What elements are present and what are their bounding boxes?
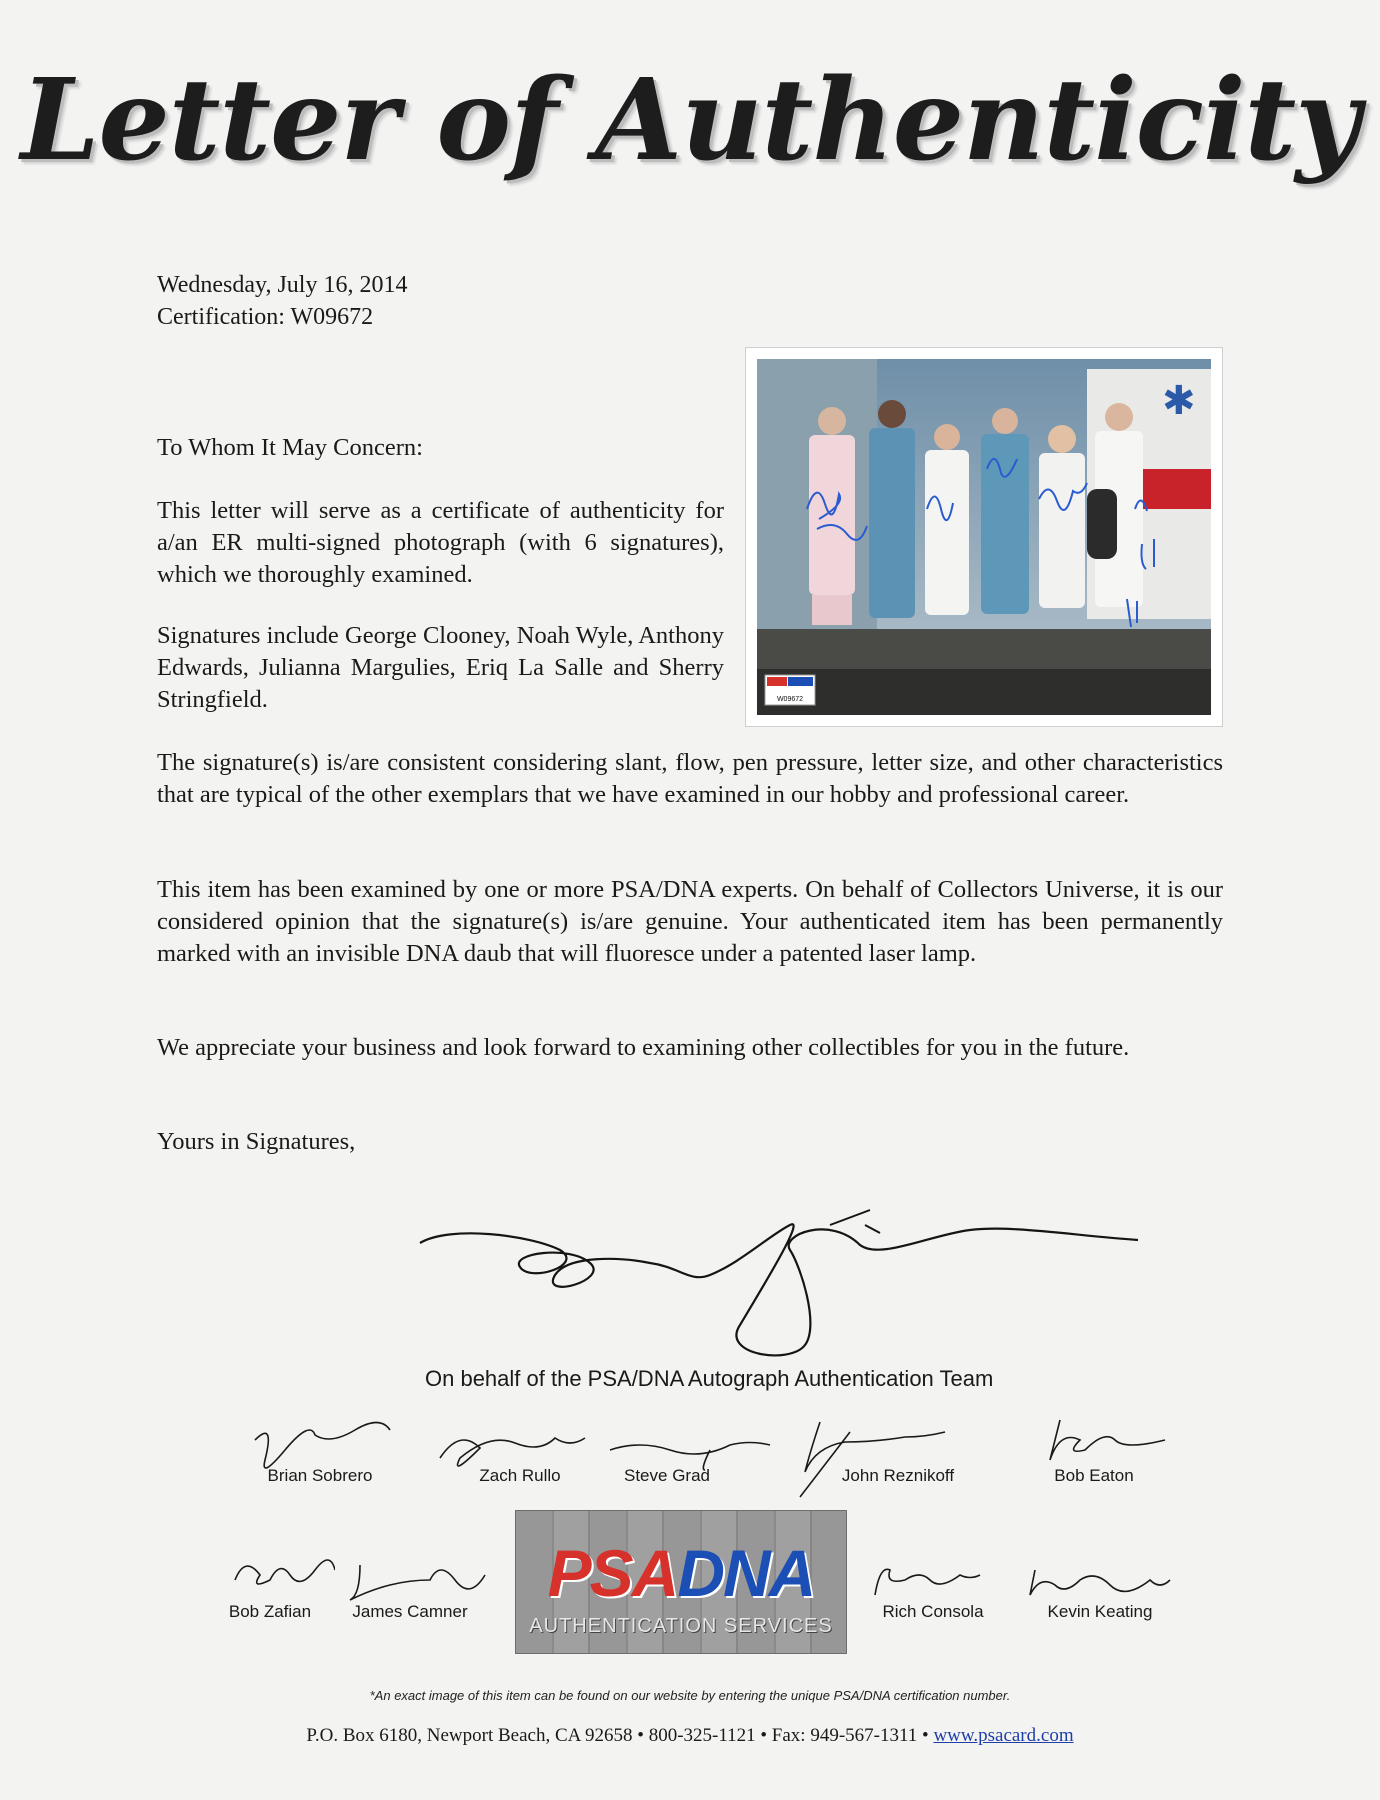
- logo-subtitle: AUTHENTICATION SERVICES: [529, 1615, 833, 1637]
- signature-john-reznikoff: [790, 1412, 980, 1502]
- paragraph-appreciation: We appreciate your business and look forward to examining other collectibles for you in the future.: [157, 1034, 1130, 1061]
- closing: Yours in Signatures,: [157, 1128, 356, 1155]
- signer-name: Zach Rullo: [479, 1466, 561, 1485]
- psa-dna-logo: [515, 1510, 847, 1654]
- logo-dna: DNA: [677, 1536, 815, 1610]
- signer-name: James Camner: [352, 1602, 468, 1621]
- footer-contact: [0, 1725, 1380, 1747]
- letter-date: Wednesday, July 16, 2014: [157, 272, 408, 298]
- team-heading: On behalf of the PSA/DNA Autograph Authentication Team: [425, 1366, 994, 1391]
- signer-name: Rich Consola: [882, 1602, 984, 1621]
- footer-address: P.O. Box 6180, Newport Beach, CA 92658 • 800-325-1121 • Fax: 949-567-1311 •: [306, 1725, 934, 1746]
- logo-psa: PSA: [547, 1536, 678, 1610]
- paragraph-examination: This item has been examined by one or more PSA/DNA experts. On behalf of Collectors Universe, it is our considered opinion that the signature(s) is/are genuine. Your authenticated item has been permanently marked with an invisible DNA daub that will fluoresce under a patented laser lamp.: [157, 876, 1223, 967]
- main-signature: [410, 1205, 1150, 1375]
- photo-sticker-number: W09672: [776, 696, 804, 703]
- website-link[interactable]: www.psacard.com: [933, 1725, 1074, 1746]
- signer-name: Bob Eaton: [1054, 1466, 1134, 1485]
- paragraph-consistency: The signature(s) is/are consistent considering slant, flow, pen pressure, letter size, and other characteristics that are typical of the other exemplars that we have examined in our hobby and professional career.: [157, 749, 1223, 808]
- signature-rich-consola: [860, 1555, 990, 1605]
- paragraph-description: This letter will serve as a certificate of authenticity for a/an ER multi-signed photograph (with 6 signatures), which we thoroughly examined.: [157, 497, 724, 588]
- signature-bob-zafian: [225, 1550, 335, 1600]
- signer-name: Bob Zafian: [228, 1602, 312, 1621]
- greeting: To Whom It May Concern:: [157, 434, 423, 461]
- signed-photograph: [745, 347, 1223, 727]
- letter-title: Letter of Authenticity: [20, 55, 1360, 186]
- signature-bob-eaton: [1030, 1410, 1190, 1470]
- signer-name: Steve Grad: [624, 1466, 710, 1485]
- signer-name: Kevin Keating: [1047, 1602, 1153, 1621]
- signer-name: Brian Sobrero: [267, 1466, 373, 1485]
- svg-text:✱: ✱: [1162, 378, 1196, 424]
- signer-name: John Reznikoff: [841, 1466, 955, 1485]
- paragraph-signatures: Signatures include George Clooney, Noah Wyle, Anthony Edwards, Julianna Margulies, Eriq La Salle and Sherry Stringfield.: [157, 622, 724, 713]
- signature-kevin-keating: [1020, 1555, 1180, 1605]
- certification-note: *An exact image of this item can be found on our website by entering the unique PSA/DNA certification number.: [369, 1688, 1011, 1703]
- certification-number: Certification: W09672: [157, 304, 374, 330]
